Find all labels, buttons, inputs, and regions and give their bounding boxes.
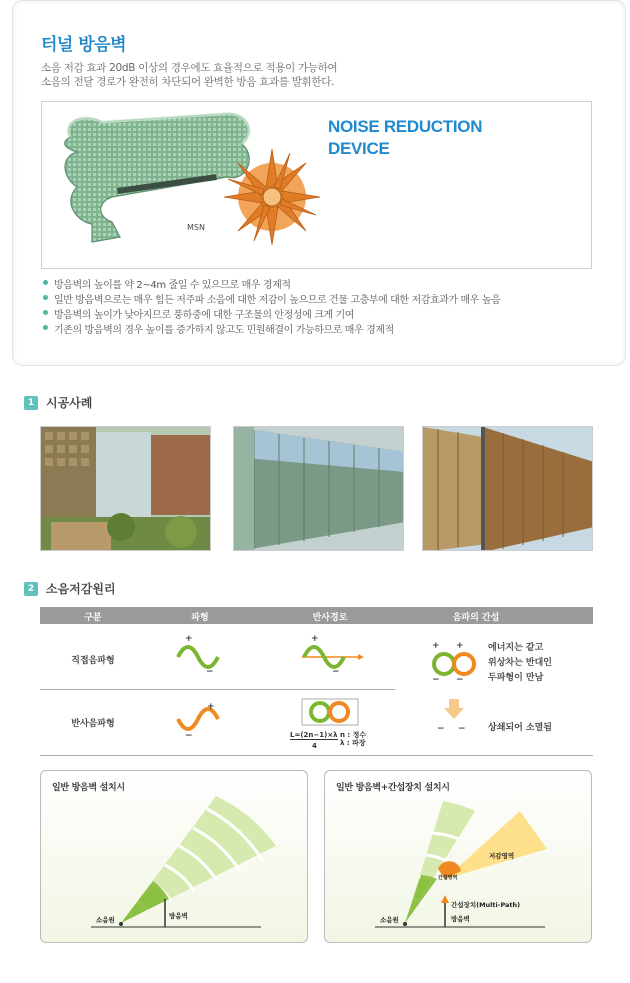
bullet-icon	[43, 325, 48, 330]
minus-sign: −	[437, 724, 445, 734]
section-number: 2	[24, 582, 38, 596]
formula-legend	[340, 731, 366, 747]
formula-legend-lambda: λ : 파장	[340, 739, 366, 747]
device-label: 간섭장치(Multi-Path)	[451, 901, 521, 909]
plus-sign: +	[207, 702, 215, 712]
formula-legend-n: n : 정수	[340, 731, 367, 739]
diagram-normal-wall	[40, 770, 308, 943]
minus-sign: −	[185, 731, 193, 741]
list-item-text: 방음벽의 높이가 낮아지므로 풍하중에 대한 구조물의 안정성에 크게 기여	[54, 310, 355, 321]
down-arrow-icon	[444, 708, 464, 719]
diagram-title: 일반 방음벽+간섭장치 설치시	[336, 783, 450, 793]
section-title: 소음저감원리	[46, 582, 116, 596]
list-item	[41, 306, 500, 321]
table-bottom-line	[40, 755, 593, 756]
minus-sign: −	[206, 667, 214, 677]
list-item	[41, 291, 500, 306]
section-heading-principle	[24, 580, 116, 597]
reduce-zone-label: 저감영역	[489, 852, 515, 860]
list-item	[41, 276, 500, 291]
case-photo-1	[40, 426, 211, 551]
header-cell: 반사경로	[312, 613, 348, 623]
product-panel	[41, 101, 592, 269]
plus-sign: +	[456, 641, 464, 651]
direct-wave	[178, 647, 218, 667]
source-dot-icon	[403, 922, 407, 926]
list-item	[41, 321, 500, 336]
header-cell: 파형	[191, 613, 209, 623]
minus-sign: −	[432, 675, 440, 685]
formula	[290, 731, 338, 740]
note-line: 위상차는 반대인	[488, 658, 552, 668]
minus-sign: −	[332, 667, 340, 677]
plus-sign: +	[311, 634, 319, 644]
arrow-head-icon	[358, 654, 364, 660]
section-number: 1	[24, 396, 38, 410]
list-item-text: 방음벽의 높이를 약 2~4m 줄일 수 있으므로 매우 경제적	[54, 280, 291, 291]
header-cell: 구분	[84, 613, 102, 623]
down-arrow-stem	[449, 699, 459, 708]
msn-label: MSN	[187, 223, 205, 232]
minus-sign: −	[458, 724, 466, 734]
principle-table	[40, 607, 593, 750]
list-item-text: 일반 방음벽으로는 매우 힘든 저주파 소음에 대한 저감이 높으므로 건물 고층부에 대한 저감효과가 매우 높음	[54, 295, 501, 306]
cancel-note: 상쇄되어 소멸됨	[488, 723, 552, 733]
section-title: 시공사례	[46, 396, 93, 410]
loop-orange	[330, 703, 348, 721]
formula-denominator: 4	[312, 742, 317, 750]
interference-note	[488, 641, 552, 686]
interference-orange	[454, 654, 474, 674]
device-title-line-2: DEVICE	[328, 139, 390, 158]
bullet-icon	[43, 295, 48, 300]
interference-zone-label: 간섭영역	[438, 875, 458, 881]
header-cell: 음파의 간섭	[452, 613, 500, 623]
plus-sign: +	[432, 641, 440, 651]
source-dot-icon	[119, 922, 123, 926]
intro-line-2: 소음의 전달 경로가 완전히 차단되어 완벽한 방음 효과를 발휘한다.	[41, 76, 335, 88]
device-title	[328, 116, 482, 160]
bullet-icon	[43, 280, 48, 285]
wall-label: 방음벽	[169, 912, 188, 920]
source-label: 소음원	[380, 916, 399, 924]
intro-line-1: 소음 저감 효과 20dB 이상의 경우에도 효율적으로 적용이 가능하여	[41, 62, 338, 74]
page-title: 터널 방음벽	[41, 35, 127, 55]
wall-label: 방음벽	[451, 915, 470, 923]
source-label: 소음원	[96, 916, 115, 924]
plus-sign: +	[185, 634, 193, 644]
note-line: 에너지는 같고	[488, 643, 544, 653]
device-title-line-1: NOISE REDUCTION	[328, 117, 483, 136]
diagram-interference-wall	[324, 770, 592, 943]
row-label-direct: 직접음파형	[71, 656, 115, 666]
case-photo-3	[422, 426, 593, 551]
diagram-title: 일반 방음벽 설치시	[52, 783, 125, 793]
case-photo-2	[233, 426, 404, 551]
minus-sign: −	[456, 675, 464, 685]
device-icon	[441, 895, 449, 903]
feature-list	[41, 276, 500, 336]
interference-green	[434, 654, 454, 674]
formula-numerator: L=(2n−1)×λ	[290, 731, 338, 739]
section-heading-cases	[24, 394, 92, 411]
row-label-reflected: 반사음파형	[71, 719, 115, 729]
list-item-text: 기존의 방음벽의 경우 높이를 증가하지 않고도 민원해결이 가능하므로 매우 경제적	[54, 325, 394, 336]
loop-green	[311, 703, 329, 721]
bullet-icon	[43, 310, 48, 315]
product-illustration	[42, 102, 342, 268]
note-line: 두파형이 만남	[488, 673, 544, 683]
